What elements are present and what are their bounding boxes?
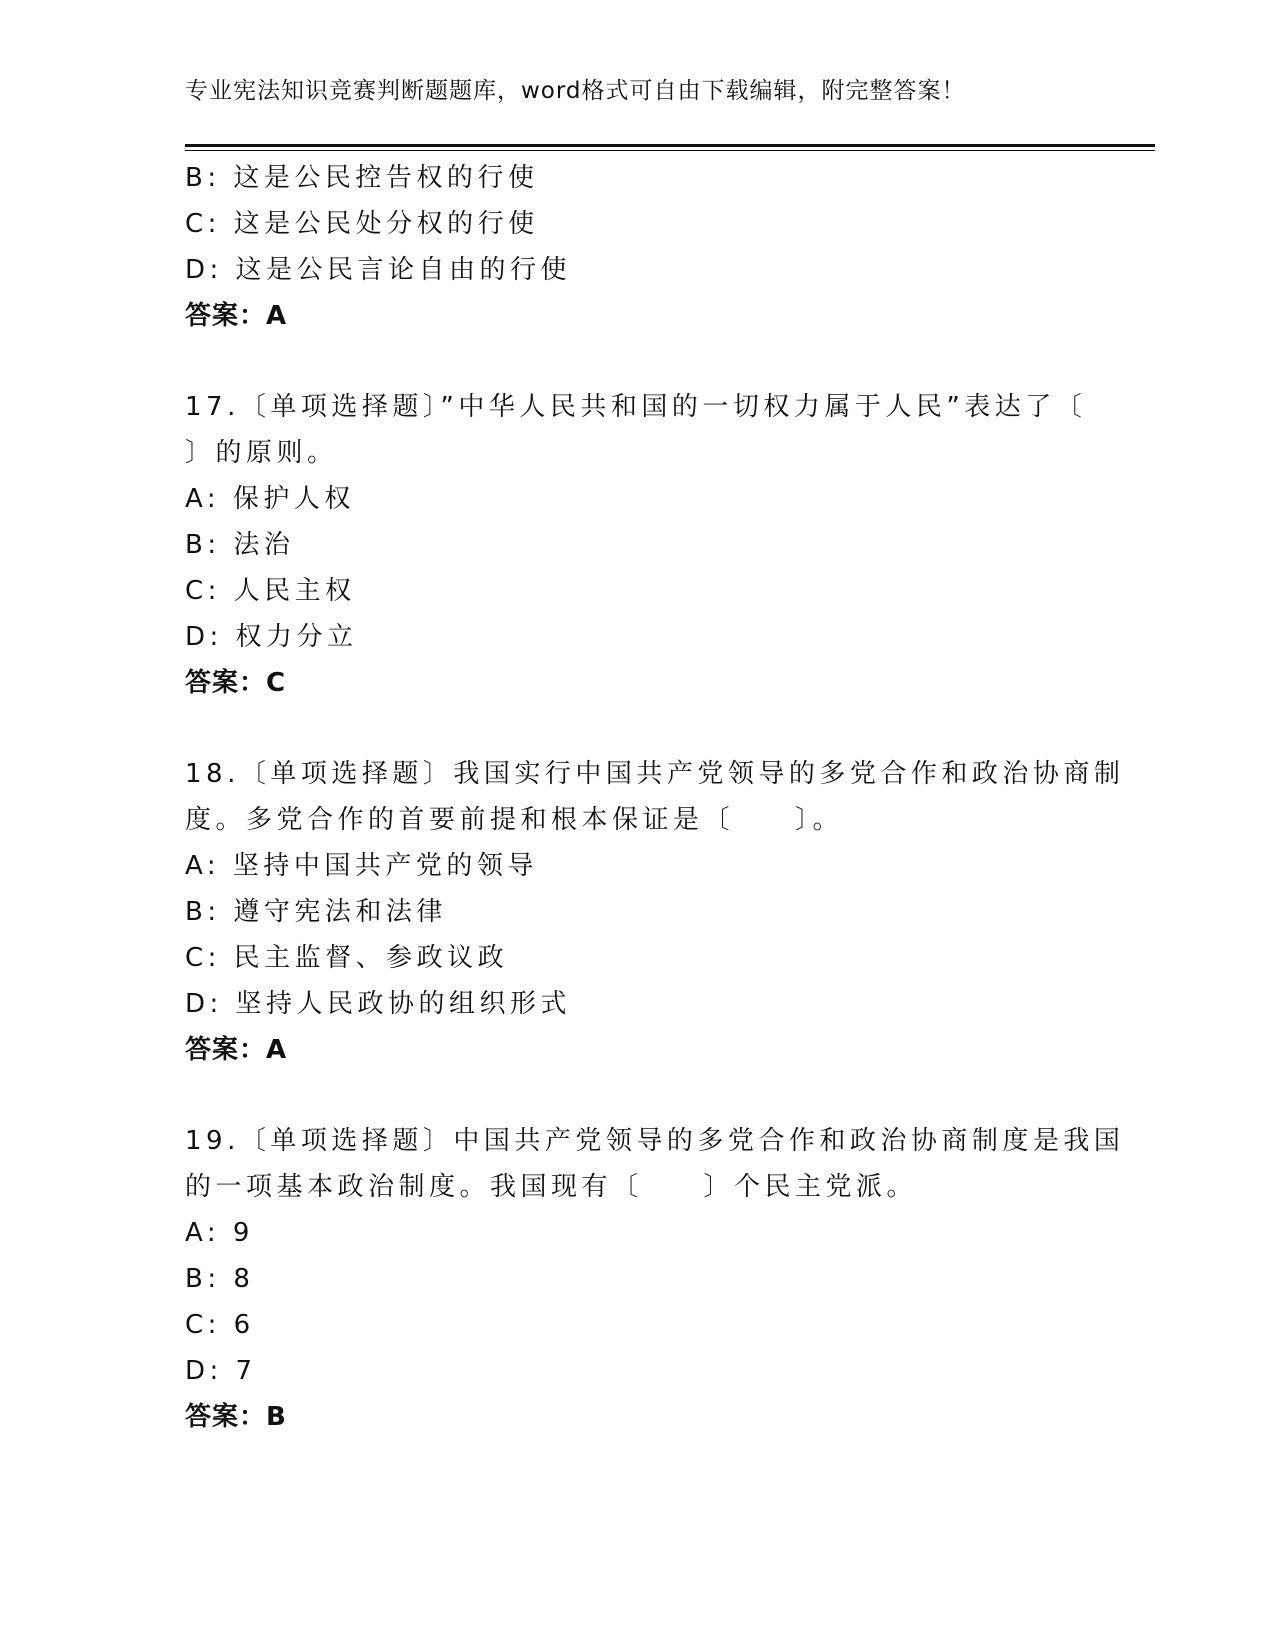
- option-d: D: 坚持人民政协的组织形式: [185, 989, 572, 1019]
- option-a: A: 保护人权: [185, 484, 355, 514]
- question-19: [185, 1118, 1125, 1440]
- option-b: B: 法治: [185, 530, 295, 560]
- option-b: B: 这是公民控告权的行使: [185, 163, 539, 193]
- option-b: B: 遵守宪法和法律: [185, 897, 447, 927]
- answer: 答案：C: [185, 668, 287, 698]
- question-text-line: 的一项基本政治制度。我国现有〔 〕个民主党派。: [185, 1172, 918, 1202]
- answer: 答案：A: [185, 1035, 288, 1065]
- document-body: [185, 155, 1125, 1440]
- option-b: B: 8: [185, 1264, 255, 1294]
- option-a: A: 坚持中国共产党的领导: [185, 851, 538, 881]
- option-c: C: 民主监督、参政议政: [185, 943, 509, 973]
- question-18: [185, 751, 1125, 1073]
- header-rule-thin: [185, 150, 1155, 151]
- option-d: D: 这是公民言论自由的行使: [185, 255, 572, 285]
- option-c: C: 人民主权: [185, 576, 356, 606]
- question-text-line: 18.〔单项选择题〕我国实行中国共产党领导的多党合作和政治协商制: [185, 759, 1125, 789]
- option-c: C: 这是公民处分权的行使: [185, 209, 539, 239]
- answer: 答案：B: [185, 1402, 287, 1432]
- option-d: D: 7: [185, 1356, 257, 1386]
- option-c: C: 6: [185, 1310, 255, 1340]
- question-text-line: 19.〔单项选择题〕中国共产党领导的多党合作和政治协商制度是我国: [185, 1126, 1125, 1156]
- option-d: D: 权力分立: [185, 622, 358, 652]
- question-17: [185, 384, 1085, 706]
- page-header: 专业宪法知识竞赛判断题题库，word格式可自由下载编辑，附完整答案！: [185, 78, 966, 104]
- option-a: A: 9: [185, 1218, 254, 1248]
- question-16-continuation: [185, 155, 1085, 339]
- question-text-line: 〕的原则。: [185, 438, 338, 468]
- question-text-line: 度。多党合作的首要前提和根本保证是〔 〕。: [185, 805, 844, 835]
- answer: 答案：A: [185, 301, 288, 331]
- header-rule-thick: [185, 144, 1155, 147]
- question-text-line: 17.〔单项选择题〕”中华人民共和国的一切权力属于人民”表达了〔: [185, 392, 1087, 422]
